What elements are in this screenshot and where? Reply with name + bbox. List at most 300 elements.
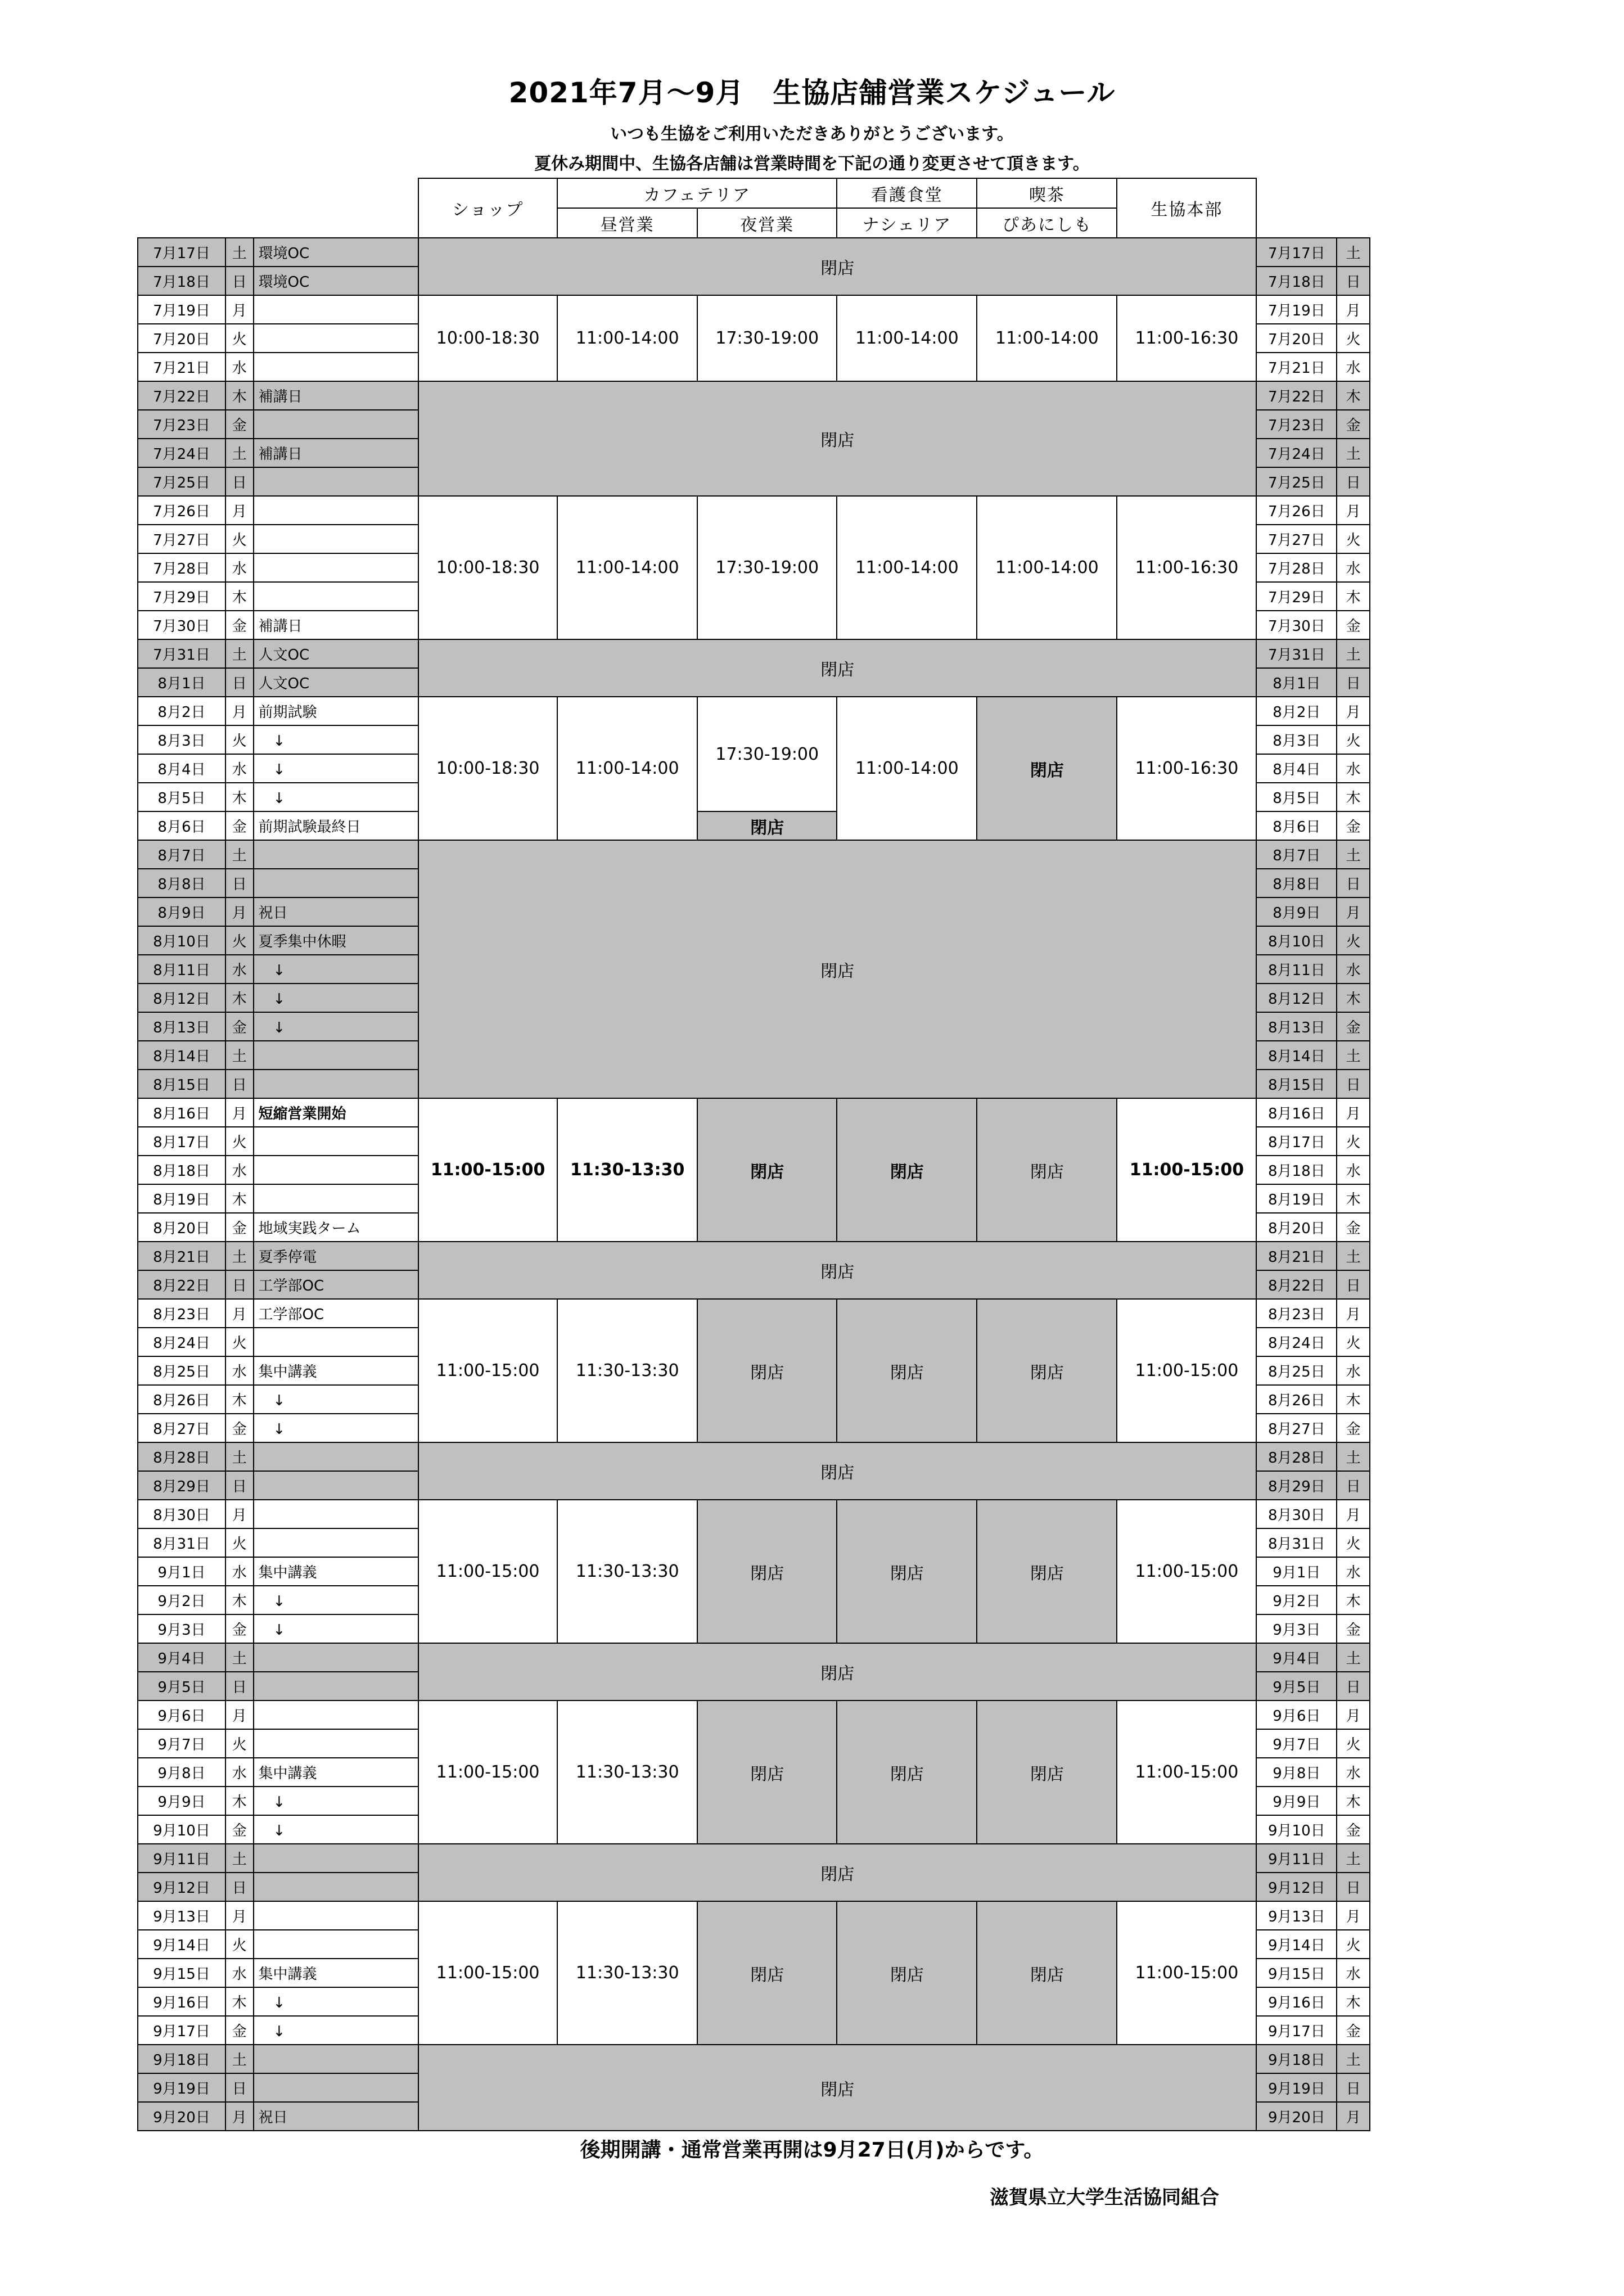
date-cell-right: 9月1日 [1256,1557,1337,1586]
weekday-cell-right: 火 [1337,926,1370,955]
date-cell-right: 8月24日 [1256,1328,1337,1356]
weekday-cell-right: 木 [1337,1586,1370,1614]
note-cell [254,1643,419,1672]
date-cell-right: 7月17日 [1256,238,1337,267]
date-cell-right: 8月18日 [1256,1156,1337,1184]
weekday-cell-right: 金 [1337,2016,1370,2045]
kissa-hours: 11:00-14:00 [977,496,1117,639]
weekday-cell: 月 [225,1700,254,1729]
closed-cell: 閉店 [418,840,1256,1098]
weekday-cell: 日 [225,1873,254,1901]
weekday-cell-right: 金 [1337,1213,1370,1242]
cafe-day-hours: 11:30-13:30 [557,1700,697,1844]
shop-hours: 11:00-15:00 [418,1500,557,1643]
date-cell-right: 9月6日 [1256,1700,1337,1729]
date-cell-right: 9月20日 [1256,2102,1337,2131]
note-cell [254,840,419,869]
weekday-cell-right: 月 [1337,1500,1370,1528]
weekday-cell: 金 [225,1012,254,1041]
weekday-cell: 月 [225,1500,254,1528]
honbu-hours: 11:00-16:30 [1117,697,1256,840]
weekday-cell: 土 [225,1442,254,1471]
date-cell: 8月1日 [138,668,225,697]
weekday-cell: 火 [225,1729,254,1758]
kissa-hours: 11:00-14:00 [977,295,1117,381]
date-cell-right: 7月20日 [1256,324,1337,353]
date-cell: 8月12日 [138,984,225,1012]
table-row [138,697,1370,725]
weekday-cell: 日 [225,668,254,697]
date-cell: 9月11日 [138,1844,225,1873]
date-cell: 9月14日 [138,1930,225,1959]
note-cell [254,2045,419,2073]
weekday-cell-right: 火 [1337,1528,1370,1557]
note-cell: 人文OC [254,668,419,697]
date-cell: 8月31日 [138,1528,225,1557]
header-kango-top: 看護食堂 [837,178,977,208]
weekday-cell: 木 [225,381,254,410]
weekday-cell-right: 月 [1337,897,1370,926]
weekday-cell-right: 火 [1337,1127,1370,1156]
date-cell-right: 9月11日 [1256,1844,1337,1873]
weekday-cell-right: 木 [1337,984,1370,1012]
date-cell: 7月21日 [138,353,225,381]
date-cell: 9月2日 [138,1586,225,1614]
table-row [138,1442,1370,1471]
date-cell: 7月26日 [138,496,225,525]
note-cell [254,1127,419,1156]
date-cell-right: 8月17日 [1256,1127,1337,1156]
date-cell-right: 9月17日 [1256,2016,1337,2045]
weekday-cell: 金 [225,1414,254,1442]
date-cell-right: 8月30日 [1256,1500,1337,1528]
weekday-cell-right: 月 [1337,1098,1370,1127]
date-cell: 9月17日 [138,2016,225,2045]
date-cell: 7月29日 [138,582,225,611]
date-cell-right: 9月9日 [1256,1787,1337,1815]
header-cafeteria: カフェテリア [557,178,837,208]
note-cell: ↓ [254,1385,419,1414]
date-cell-right: 8月29日 [1256,1471,1337,1500]
weekday-cell: 水 [225,955,254,984]
note-cell: 補講日 [254,439,419,467]
date-cell: 8月11日 [138,955,225,984]
page-title: 2021年7月～9月 生協店舗営業スケジュール [508,76,1116,109]
date-cell-right: 8月31日 [1256,1528,1337,1557]
date-cell-right: 8月4日 [1256,754,1337,783]
shop-hours: 10:00-18:30 [418,496,557,639]
date-cell: 9月18日 [138,2045,225,2073]
closed-cell: 閉店 [418,381,1256,496]
note-cell: 集中講義 [254,1557,419,1586]
note-cell: ↓ [254,2016,419,2045]
weekday-cell-right: 火 [1337,1930,1370,1959]
weekday-cell: 土 [225,639,254,668]
note-cell [254,553,419,582]
note-cell [254,1500,419,1528]
date-cell-right: 9月15日 [1256,1959,1337,1987]
date-cell: 8月23日 [138,1299,225,1328]
note-cell: ↓ [254,1614,419,1643]
note-cell: 前期試験最終日 [254,811,419,840]
date-cell: 8月3日 [138,725,225,754]
date-cell-right: 7月18日 [1256,267,1337,295]
weekday-cell: 水 [225,553,254,582]
note-cell [254,1729,419,1758]
date-cell-right: 8月28日 [1256,1442,1337,1471]
note-cell: 夏季集中休暇 [254,926,419,955]
date-cell-right: 7月31日 [1256,639,1337,668]
note-cell [254,1184,419,1213]
note-cell [254,1528,419,1557]
weekday-cell: 火 [225,525,254,553]
table-row [138,1299,1370,1328]
weekday-cell-right: 日 [1337,1672,1370,1700]
date-cell-right: 7月22日 [1256,381,1337,410]
weekday-cell: 火 [225,725,254,754]
kissa-hours: 閉店 [977,697,1117,840]
weekday-cell-right: 火 [1337,1729,1370,1758]
cafe-day-hours: 11:00-14:00 [557,697,697,840]
weekday-cell: 水 [225,1557,254,1586]
date-cell: 8月21日 [138,1242,225,1270]
header-blank-left [138,178,418,238]
weekday-cell-right: 日 [1337,2073,1370,2102]
date-cell-right: 9月14日 [1256,1930,1337,1959]
weekday-cell-right: 月 [1337,295,1370,324]
kissa-hours: 閉店 [977,1700,1117,1844]
weekday-cell-right: 木 [1337,1184,1370,1213]
note-cell [254,1930,419,1959]
weekday-cell: 火 [225,926,254,955]
schedule-table [137,178,1370,2131]
honbu-hours: 11:00-15:00 [1117,1500,1256,1643]
note-cell [254,1901,419,1930]
shop-hours: 10:00-18:30 [418,295,557,381]
date-cell: 9月3日 [138,1614,225,1643]
cafe-night-hours: 17:30-19:00 [715,744,819,764]
date-cell: 8月13日 [138,1012,225,1041]
date-cell-right: 9月19日 [1256,2073,1337,2102]
note-cell: ↓ [254,725,419,754]
weekday-cell: 金 [225,811,254,840]
kissa-hours: 閉店 [977,1901,1117,2045]
weekday-cell-right: 土 [1337,439,1370,467]
date-cell: 8月2日 [138,697,225,725]
note-cell: ↓ [254,984,419,1012]
date-cell: 8月20日 [138,1213,225,1242]
date-cell-right: 8月7日 [1256,840,1337,869]
header-row-1 [138,178,1370,208]
weekday-cell: 水 [225,1356,254,1385]
table-row [138,1242,1370,1270]
date-cell: 7月19日 [138,295,225,324]
date-cell: 9月9日 [138,1787,225,1815]
date-cell: 8月18日 [138,1156,225,1184]
date-cell-right: 7月27日 [1256,525,1337,553]
weekday-cell-right: 土 [1337,1643,1370,1672]
kango-hours: 閉店 [837,1700,977,1844]
date-cell-right: 8月14日 [1256,1041,1337,1070]
weekday-cell-right: 金 [1337,611,1370,639]
cafe-night-closed-last: 閉店 [698,811,836,840]
weekday-cell: 日 [225,467,254,496]
cafe-night-hours: 閉店 [697,1098,837,1242]
date-cell-right: 9月2日 [1256,1586,1337,1614]
kango-hours: 閉店 [837,1901,977,2045]
kissa-hours: 閉店 [977,1299,1117,1442]
weekday-cell: 金 [225,410,254,439]
date-cell: 7月23日 [138,410,225,439]
weekday-cell: 金 [225,2016,254,2045]
weekday-cell-right: 金 [1337,811,1370,840]
weekday-cell: 土 [225,1844,254,1873]
note-cell [254,582,419,611]
weekday-cell: 日 [225,1672,254,1700]
date-cell-right: 7月29日 [1256,582,1337,611]
header-kissa-top: 喫茶 [977,178,1117,208]
date-cell-right: 7月23日 [1256,410,1337,439]
weekday-cell-right: 水 [1337,553,1370,582]
weekday-cell: 土 [225,1041,254,1070]
weekday-cell: 月 [225,295,254,324]
date-cell-right: 8月19日 [1256,1184,1337,1213]
note-cell: ↓ [254,1987,419,2016]
weekday-cell-right: 日 [1337,869,1370,897]
date-cell: 9月10日 [138,1815,225,1844]
date-cell-right: 9月10日 [1256,1815,1337,1844]
weekday-cell: 土 [225,1643,254,1672]
note-cell [254,1471,419,1500]
weekday-cell-right: 木 [1337,1385,1370,1414]
note-cell: 集中講義 [254,1959,419,1987]
weekday-cell-right: 月 [1337,1700,1370,1729]
closed-cell: 閉店 [418,1844,1256,1901]
weekday-cell: 金 [225,611,254,639]
weekday-cell-right: 金 [1337,1414,1370,1442]
weekday-cell-right: 土 [1337,1442,1370,1471]
date-cell-right: 9月12日 [1256,1873,1337,1901]
weekday-cell: 木 [225,1385,254,1414]
weekday-cell: 木 [225,783,254,811]
date-cell-right: 9月7日 [1256,1729,1337,1758]
date-cell: 7月25日 [138,467,225,496]
date-cell: 8月26日 [138,1385,225,1414]
weekday-cell-right: 日 [1337,1270,1370,1299]
greeting-line: いつも生協をご利用いただきありがとうございます。 [610,124,1014,144]
date-cell: 9月8日 [138,1758,225,1787]
date-cell-right: 8月21日 [1256,1242,1337,1270]
weekday-cell-right: 木 [1337,582,1370,611]
header-cafe-night: 夜営業 [697,208,837,238]
date-cell-right: 7月30日 [1256,611,1337,639]
weekday-cell: 金 [225,1213,254,1242]
kango-hours: 閉店 [837,1500,977,1643]
note-cell [254,1672,419,1700]
weekday-cell: 火 [225,1127,254,1156]
note-cell [254,353,419,381]
date-cell-right: 9月13日 [1256,1901,1337,1930]
note-cell: 集中講義 [254,1758,419,1787]
note-cell [254,1041,419,1070]
date-cell: 8月5日 [138,783,225,811]
weekday-cell-right: 木 [1337,783,1370,811]
date-cell: 8月10日 [138,926,225,955]
weekday-cell: 土 [225,2045,254,2073]
kango-hours: 11:00-14:00 [837,496,977,639]
date-cell: 9月12日 [138,1873,225,1901]
note-cell [254,467,419,496]
weekday-cell: 月 [225,697,254,725]
weekday-cell-right: 水 [1337,1156,1370,1184]
date-cell-right: 8月13日 [1256,1012,1337,1041]
weekday-cell: 木 [225,1184,254,1213]
weekday-cell: 土 [225,439,254,467]
date-cell: 7月22日 [138,381,225,410]
date-cell: 8月15日 [138,1070,225,1098]
weekday-cell-right: 火 [1337,1328,1370,1356]
footer-notice: 後期開講・通常営業再開は9月27日(月)からです。 [580,2139,1044,2162]
date-cell-right: 9月5日 [1256,1672,1337,1700]
weekday-cell: 月 [225,496,254,525]
date-cell-right: 7月26日 [1256,496,1337,525]
weekday-cell: 木 [225,984,254,1012]
kango-hours: 閉店 [837,1098,977,1242]
date-cell-right: 8月11日 [1256,955,1337,984]
closed-cell: 閉店 [418,1442,1256,1500]
date-cell-right: 9月16日 [1256,1987,1337,2016]
weekday-cell-right: 火 [1337,525,1370,553]
date-cell: 9月7日 [138,1729,225,1758]
note-cell: ↓ [254,1787,419,1815]
note-cell: 祝日 [254,2102,419,2131]
date-cell: 9月5日 [138,1672,225,1700]
note-cell: ↓ [254,754,419,783]
header-kissa-bottom: ぴあにしも [977,208,1117,238]
weekday-cell-right: 日 [1337,467,1370,496]
weekday-cell-right: 土 [1337,840,1370,869]
table-row [138,1098,1370,1127]
note-cell: 環境OC [254,267,419,295]
table-row [138,496,1370,525]
honbu-hours: 11:00-15:00 [1117,1901,1256,2045]
date-cell-right: 8月15日 [1256,1070,1337,1098]
shop-hours: 11:00-15:00 [418,1299,557,1442]
date-cell: 9月20日 [138,2102,225,2131]
weekday-cell: 月 [225,2102,254,2131]
date-cell: 8月28日 [138,1442,225,1471]
note-cell: 集中講義 [254,1356,419,1385]
date-cell: 8月27日 [138,1414,225,1442]
weekday-cell-right: 月 [1337,2102,1370,2131]
date-cell-right: 8月10日 [1256,926,1337,955]
notice-line: 夏休み期間中、生協各店舗は営業時間を下記の通り変更させて頂きます。 [534,154,1090,174]
note-cell: ↓ [254,783,419,811]
note-cell [254,1328,419,1356]
table-row [138,1901,1370,1930]
honbu-hours: 11:00-15:00 [1117,1700,1256,1844]
weekday-cell: 日 [225,1070,254,1098]
weekday-cell-right: 土 [1337,639,1370,668]
date-cell: 8月22日 [138,1270,225,1299]
note-cell: 人文OC [254,639,419,668]
date-cell: 8月25日 [138,1356,225,1385]
weekday-cell-right: 火 [1337,725,1370,754]
date-cell-right: 9月8日 [1256,1758,1337,1787]
weekday-cell: 日 [225,1270,254,1299]
weekday-cell-right: 土 [1337,1242,1370,1270]
weekday-cell: 水 [225,1959,254,1987]
header-blank-right [1256,178,1370,238]
closed-cell: 閉店 [418,2045,1256,2131]
table-row [138,1700,1370,1729]
date-cell: 8月9日 [138,897,225,926]
weekday-cell: 金 [225,1614,254,1643]
cafe-night-hours: 閉店 [697,1299,837,1442]
note-cell [254,410,419,439]
shop-hours: 11:00-15:00 [418,1098,557,1242]
table-row [138,238,1370,267]
weekday-cell: 月 [225,1299,254,1328]
cafe-day-hours: 11:00-14:00 [557,295,697,381]
date-cell-right: 9月3日 [1256,1614,1337,1643]
weekday-cell: 日 [225,267,254,295]
date-cell: 9月15日 [138,1959,225,1987]
note-cell [254,324,419,353]
table-row [138,1643,1370,1672]
weekday-cell: 木 [225,582,254,611]
date-cell-right: 9月4日 [1256,1643,1337,1672]
weekday-cell-right: 金 [1337,1614,1370,1643]
weekday-cell-right: 土 [1337,2045,1370,2073]
note-cell: 短縮営業開始 [254,1098,419,1127]
note-cell: ↓ [254,1414,419,1442]
note-cell: 環境OC [254,238,419,267]
weekday-cell-right: 月 [1337,1299,1370,1328]
date-cell-right: 8月1日 [1256,668,1337,697]
note-cell: 補講日 [254,611,419,639]
date-cell-right: 8月20日 [1256,1213,1337,1242]
note-cell: 地域実践ターム [254,1213,419,1242]
date-cell: 7月28日 [138,553,225,582]
weekday-cell: 水 [225,754,254,783]
weekday-cell: 水 [225,353,254,381]
header-shop: ショップ [418,178,557,238]
honbu-hours: 11:00-16:30 [1117,496,1256,639]
date-cell-right: 8月23日 [1256,1299,1337,1328]
weekday-cell: 日 [225,869,254,897]
weekday-cell-right: 日 [1337,1471,1370,1500]
weekday-cell-right: 木 [1337,1787,1370,1815]
closed-cell: 閉店 [418,238,1256,295]
cafe-day-hours: 11:30-13:30 [557,1299,697,1442]
date-cell-right: 8月6日 [1256,811,1337,840]
honbu-hours: 11:00-16:30 [1117,295,1256,381]
note-cell: ↓ [254,1815,419,1844]
note-cell [254,1700,419,1729]
weekday-cell: 土 [225,1242,254,1270]
cafe-night-hours: 閉店 [697,1901,837,2045]
weekday-cell-right: 水 [1337,1758,1370,1787]
weekday-cell-right: 日 [1337,1873,1370,1901]
shop-hours: 11:00-15:00 [418,1901,557,2045]
date-cell-right: 9月18日 [1256,2045,1337,2073]
date-cell-right: 7月24日 [1256,439,1337,467]
date-cell: 7月20日 [138,324,225,353]
date-cell: 8月14日 [138,1041,225,1070]
date-cell: 9月19日 [138,2073,225,2102]
note-cell [254,1156,419,1184]
